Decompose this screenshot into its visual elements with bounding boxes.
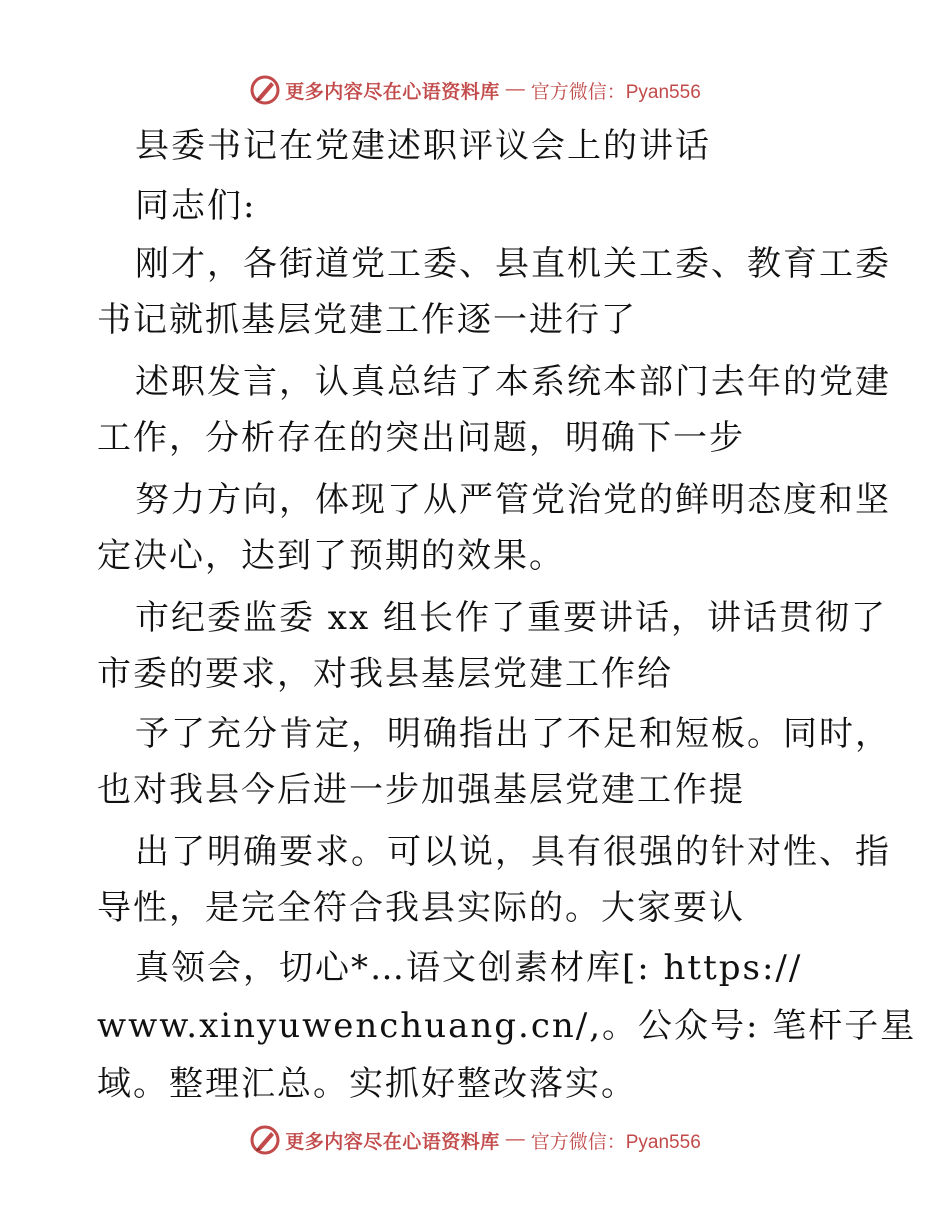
greeting: 同志们:: [135, 186, 257, 226]
text-line: 定决心，达到了预期的效果。: [97, 536, 565, 576]
text-line: 工作，分析存在的突出问题，明确下一步: [97, 418, 745, 458]
document-title: 县委书记在党建述职评议会上的讲话: [135, 126, 711, 166]
pen-logo-icon: [249, 74, 281, 106]
text-line: 述职发言，认真总结了本系统本部门去年的党建: [135, 362, 891, 402]
text-line: 努力方向，体现了从严管党治党的鲜明态度和坚: [135, 480, 891, 520]
banner-contact: 官方微信：Pyan556: [530, 81, 701, 103]
banner-text: 更多内容尽在心语资料库: [285, 1131, 500, 1153]
header-banner: [0, 70, 950, 110]
text-line: 域。整理汇总。实抓好整改落实。: [97, 1064, 637, 1104]
text-line: 市纪委监委 xx 组长作了重要讲话，讲话贯彻了: [135, 598, 887, 638]
text-line: 予了充分肯定，明确指出了不足和短板。同时，: [135, 714, 891, 754]
text-line: 导性，是完全符合我县实际的。大家要认: [97, 888, 745, 928]
pen-logo-icon: [249, 1124, 281, 1156]
banner-contact: 官方微信：Pyan556: [530, 1131, 701, 1153]
text-line: 刚才，各街道党工委、县直机关工委、教育工委: [135, 244, 891, 284]
banner-dash: —: [505, 79, 525, 100]
text-line: 真领会，切心*…语文创素材库[: https://: [135, 948, 803, 988]
banner-text: 更多内容尽在心语资料库: [285, 81, 500, 103]
banner-dash: —: [505, 1129, 525, 1150]
text-line: 也对我县今后进一步加强基层党建工作提: [97, 770, 745, 810]
text-line: 书记就抓基层党建工作逐一进行了: [97, 300, 637, 340]
footer-banner: [0, 1120, 950, 1160]
text-line: 出了明确要求。可以说，具有很强的针对性、指: [135, 832, 891, 872]
text-line: 市委的要求，对我县基层党建工作给: [97, 654, 673, 694]
text-line: www.xinyuwenchuang.cn/,。公众号: 笔杆子星: [97, 1006, 917, 1046]
